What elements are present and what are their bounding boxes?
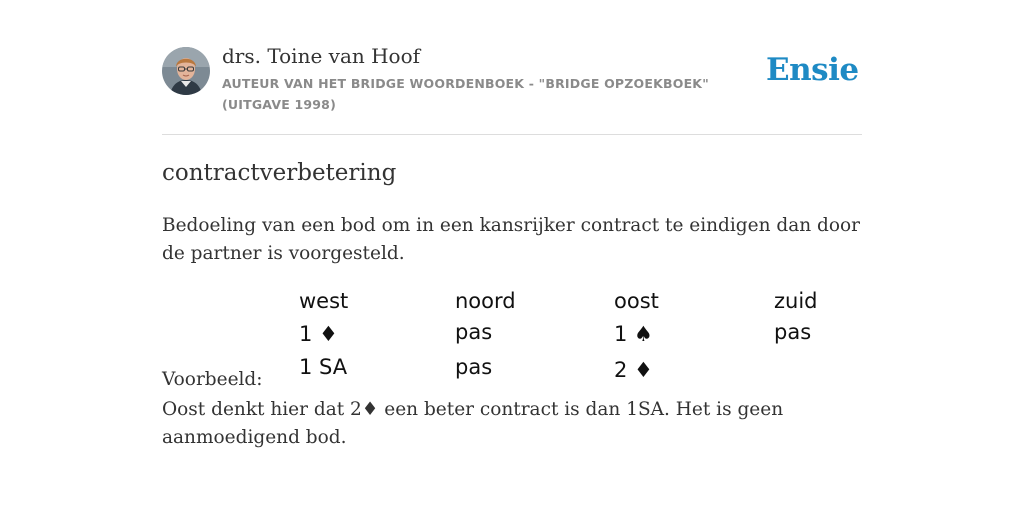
bidding-cell: pas	[455, 355, 493, 379]
bidding-header-west: west	[299, 289, 349, 313]
bidding-header-noord: noord	[455, 289, 516, 313]
author-portrait-icon	[162, 47, 210, 95]
bidding-row	[299, 322, 859, 354]
example-label: Voorbeeld:	[162, 369, 263, 390]
bidding-cell: 2 ♦	[614, 358, 653, 382]
bidding-header-oost: oost	[614, 289, 659, 313]
author-header	[162, 0, 862, 135]
example-explanation: Oost denkt hier dat 2♦ een beter contract is dan 1SA. Het is geen aanmoedigend bod.	[162, 399, 784, 448]
bidding-cell: 1 ♦	[299, 322, 338, 346]
bidding-row	[299, 355, 859, 387]
entry-card	[162, 0, 862, 448]
author-name[interactable]: drs. Toine van Hoof	[222, 44, 421, 68]
bidding-cell: pas	[774, 320, 812, 344]
bidding-cell: 1 ♠	[614, 322, 653, 346]
entry-definition: Bedoeling van een bod om in een kansrijker contract te eindigen dan door de partner is voorgesteld.	[162, 215, 861, 264]
author-subtitle: AUTEUR VAN HET BRIDGE WOORDENBOEK - "BRIDGE OPZOEKBOEK" (UITGAVE 1998)	[222, 76, 709, 112]
bidding-cell: 1 SA	[299, 355, 348, 379]
ensie-logo[interactable]: Ensie	[766, 52, 859, 88]
bidding-header-zuid: zuid	[774, 289, 818, 313]
bidding-cell: pas	[455, 320, 493, 344]
author-avatar[interactable]	[162, 47, 210, 95]
bidding-header-row	[299, 289, 859, 321]
entry-title: contractverbetering	[162, 160, 397, 186]
